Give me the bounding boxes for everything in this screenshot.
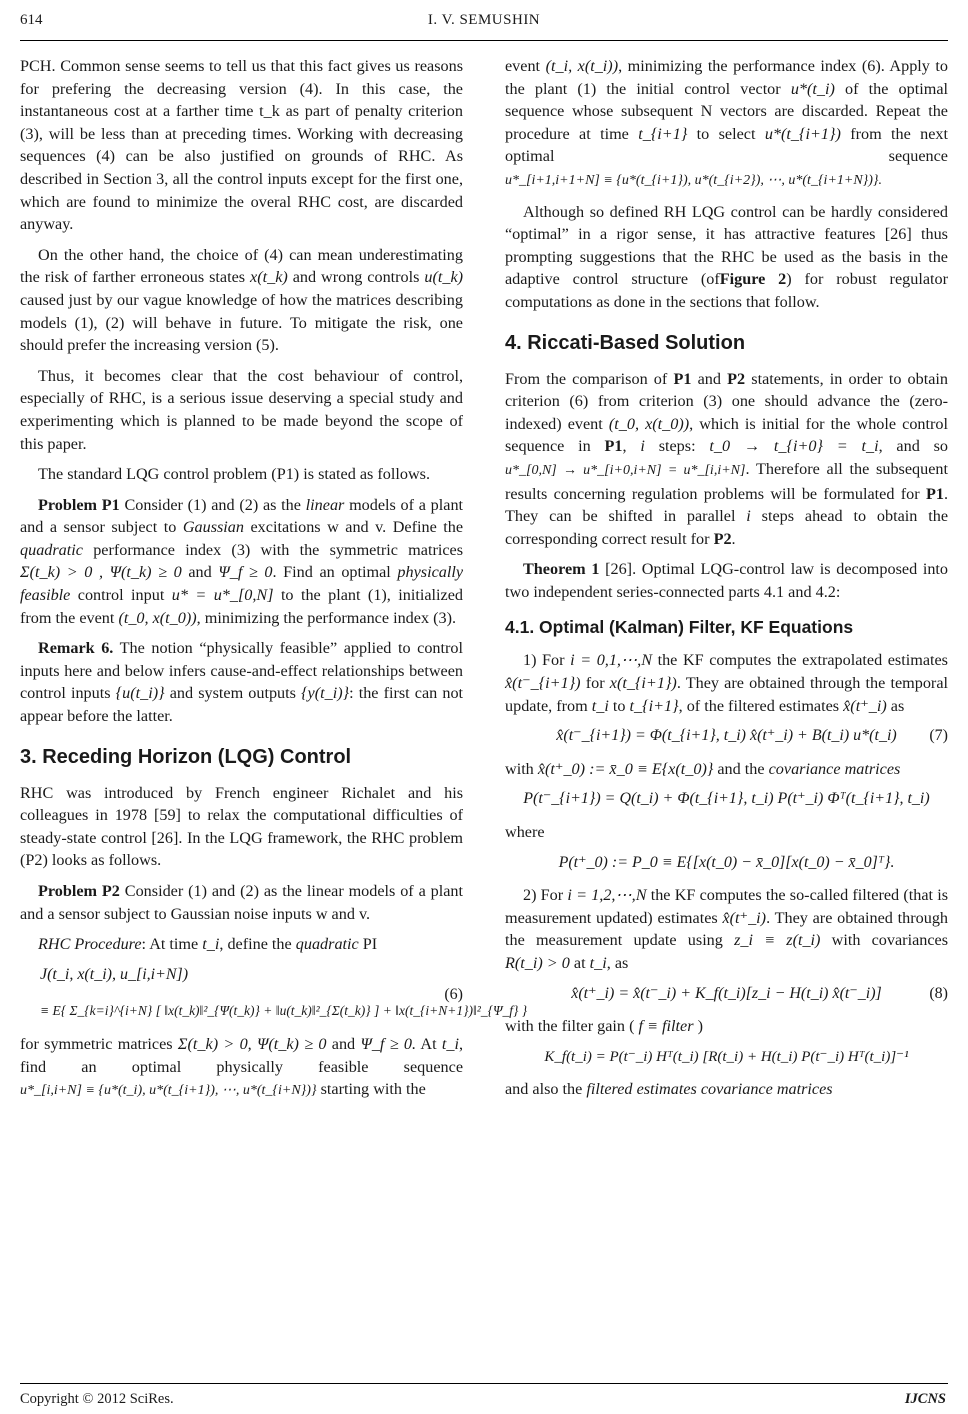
- paragraph: [505, 1078, 948, 1101]
- math-inline: u(t_k): [424, 268, 464, 287]
- math-inline: z_i ≡ z(t_i): [734, 931, 821, 950]
- remark-label: Remark 6.: [38, 639, 114, 658]
- page-number: 614: [20, 12, 43, 28]
- text: . They are obtained through the temporal update, from: [505, 674, 949, 715]
- text: to the plant (1), initialized from the event: [20, 586, 463, 627]
- equation-7: [505, 725, 948, 748]
- math-inline: t_i: [202, 935, 220, 954]
- math-inline: u*(t_{i+1}): [764, 124, 841, 143]
- text: [26]. Optimal LQG-control law is decomposed into two independent series-connected parts 4.1 and 4.2:: [505, 560, 949, 601]
- text: At: [420, 1034, 437, 1053]
- text: . Find an optimal: [272, 563, 391, 582]
- text: Consider (1) and (2) as the linear models of a plant and a sensor subject to Gaussian noise inputs w and v.: [20, 882, 463, 923]
- remark-6: [20, 637, 463, 727]
- section-heading: 4. Riccati-Based Solution: [505, 331, 746, 354]
- equation-line: ≡ E{ Σ_{k=i}^{i+N} [ ‖x(t_k)‖²_{Ψ(t_k)} + ‖u(t_k)‖²_{Σ(t_k)} ] + ‖x(t_{i+N+1})‖²_{Ψ_f} }: [40, 1003, 528, 1019]
- text: and: [697, 369, 721, 388]
- math-inline: x̂(t⁺_0) := x̄_0 ≡ E{x(t_0)}: [537, 759, 714, 778]
- theorem-1: [505, 558, 948, 603]
- running-head: I. V. SEMUSHIN: [427, 12, 541, 28]
- paragraph: Thus, it becomes clear that the cost behaviour of control, especially of RHC, is a serious issue deserving a special study and experimenting which is planned to be made beyond the scope of this paper.: [20, 366, 463, 453]
- text: of the optimal sequence whose subsequent N vectors are discarded. Repeat the procedure at time: [505, 79, 949, 143]
- emph: linear: [305, 495, 345, 514]
- math-inline: t_{i+1}: [629, 696, 679, 715]
- text: starting with the: [320, 1080, 426, 1099]
- text: performance index (3) with the symmetric matrices: [93, 540, 464, 559]
- paragraph: [505, 201, 948, 314]
- equation-p0: [505, 852, 948, 875]
- text: to select: [696, 124, 756, 143]
- bold-ref: P1: [925, 484, 944, 503]
- figure-ref: Figure 2: [719, 270, 787, 289]
- text: ): [697, 1017, 703, 1036]
- paragraph: The standard LQG control problem (P1) is stated as follows.: [38, 465, 431, 484]
- text: the KF computes the extrapolated estimates: [657, 651, 948, 670]
- equation-line: J(t_i, x(t_i), u_[i,i+N]): [40, 965, 189, 983]
- emph: Gaussian: [182, 518, 244, 537]
- paragraph: [20, 1033, 463, 1103]
- math-inline: {u(t_i)}: [115, 684, 165, 703]
- bold-ref: P1: [604, 437, 623, 456]
- text: steps:: [658, 437, 696, 456]
- equation-number: (7): [929, 727, 948, 745]
- text: 1) For: [523, 651, 565, 670]
- paragraph: [505, 368, 948, 551]
- math-inline: t_i: [591, 696, 609, 715]
- text: to: [612, 696, 626, 715]
- text: with: [505, 759, 534, 778]
- equation-line: x̂(t⁻_{i+1}) = Φ(t_{i+1}, t_i) x̂(t⁺_i) + B(t_i) u*(t_i): [556, 727, 897, 745]
- text: . They are obtained through the measurement update using: [505, 908, 949, 950]
- text: models of a plant and a sensor subject to: [20, 495, 464, 537]
- paragraph: [505, 758, 948, 781]
- equation-8: [505, 983, 948, 1006]
- math-inline: i = 0,1,⋯,N: [570, 651, 653, 670]
- math-inline: R(t_i) > 0: [505, 954, 570, 972]
- math-inline: t_i: [441, 1034, 459, 1053]
- math-inline: t_{i+1}: [638, 124, 688, 143]
- math-inline: (t_0, x(t_0)): [608, 414, 690, 433]
- emph: covariance matrices: [768, 759, 901, 778]
- text: Although so defined RH LQG control can be hardly considered “optimal” in a rigor sense, it has attractive features [26] thus prompting suggestions that the RHC be used as the basis in the adaptive control structure (of: [505, 202, 948, 289]
- text: . Therefore all the subsequent results concerning regulation problems will be formulated for: [505, 459, 948, 503]
- text: 2) For: [523, 886, 564, 905]
- bold-ref: P1: [673, 369, 692, 388]
- text: ,: [622, 437, 627, 456]
- text: : At time: [141, 935, 199, 954]
- text: from the next optimal sequence: [505, 124, 949, 166]
- math-inline: (t_i, x(t_i)): [545, 57, 619, 75]
- text: and: [188, 563, 212, 582]
- math-inline: x̂(t⁺_i): [843, 696, 887, 715]
- paragraph: [505, 649, 948, 717]
- emph: physically feasible: [20, 563, 464, 605]
- math-inline: u*_[i,i+N] ≡ {u*(t_i), u*(t_{i+1}), ⋯, u*(t_{i+N})}: [20, 1083, 317, 1099]
- math-inline: Σ(t_k) > 0, Ψ(t_k) ≥ 0: [177, 1034, 327, 1053]
- subsection-heading: 4.1. Optimal (Kalman) Filter, KF Equations: [505, 617, 854, 638]
- paragraph: RHC was introduced by French engineer Richalet and his colleagues in 1978 [59] to relax the computational difficulties of steady-state control [26]. In the LQG framework, the RHC problem (P2) looks as follows.: [20, 783, 463, 870]
- journal-name: IJCNS: [904, 1391, 946, 1407]
- math-inline: f ≡ filter: [638, 1017, 694, 1036]
- equation-line: x̂(t⁺_i) = x̂(t⁻_i) + K_f(t_i)[z_i − H(t_i) x̂(t⁻_i)]: [571, 984, 882, 1002]
- text: steps ahead to obtain the corresponding correct result for: [505, 507, 949, 548]
- equation-line: K_f(t_i) = P(t⁻_i) Hᵀ(t_i) [R(t_i) + H(t_i) P(t⁻_i) Hᵀ(t_i)]⁻¹: [544, 1048, 909, 1065]
- text: for symmetric matrices: [20, 1034, 173, 1053]
- text: On the other hand, the choice of (4) can mean underestimating the risk of farther erroneous states: [20, 245, 463, 287]
- text: the KF computes the so-called filtered (that is measurement updated) estimates: [505, 886, 949, 927]
- paragraph: PCH. Common sense seems to tell us that this fact gives us reasons for prefering the decreasing version (4). In this case, the instantaneous cost at a farther time t_k as part of penalty criterion (3), will be less than at preceding times. Working with decreasing sequences (4) can be also justified on grounds of RHC. As described in Section 3, all the control inputs except for the first one, which are found to minimize the overal RHC cost, are discarded anyway.: [20, 57, 463, 234]
- text: .: [731, 529, 736, 548]
- text: , minimizing the performance index (6). Apply to the plant (1) the initial control vector: [505, 57, 949, 98]
- problem-label: Problem P1: [38, 495, 120, 514]
- text: , find an optimal physically feasible sequence: [20, 1034, 464, 1076]
- text: and system outputs: [169, 684, 296, 703]
- text: and: [331, 1034, 356, 1053]
- footer-rule: [20, 1383, 948, 1384]
- text: , define the: [219, 935, 292, 954]
- equation-6: [20, 964, 528, 1023]
- text: , as: [606, 954, 629, 972]
- text: and wrong controls: [292, 268, 420, 287]
- text: caused just by our vague knowledge of how the matrices describing models (1), (2) will behave in future. To mitigate the risk, one should prefer the increasing version (5).: [20, 290, 463, 355]
- bold-ref: P2: [713, 529, 732, 548]
- text: PI: [362, 935, 378, 954]
- text: excitations w and v. Define the: [250, 518, 464, 537]
- paragraph: [505, 884, 948, 974]
- problem-label: Problem P2: [38, 882, 120, 900]
- math-inline: x(t_k): [250, 268, 288, 287]
- text: event: [505, 57, 541, 75]
- paragraph: [20, 244, 463, 357]
- text: statements, in order to obtain criterion (6) from criterion (3) one should advance the (zero-indexed) event: [505, 369, 949, 433]
- math-inline: Σ(t_k) > 0 , Ψ(t_k) ≥ 0: [20, 563, 182, 582]
- emph: RHC Procedure: [38, 935, 142, 954]
- math-inline: (t_0, x(t_0)): [118, 608, 197, 627]
- text: for: [585, 674, 605, 693]
- header-rule: [20, 40, 948, 41]
- emph: quadratic: [295, 935, 359, 954]
- section-heading: 3. Receding Horizon (LQG) Control: [20, 745, 352, 768]
- text: From the comparison of: [505, 369, 668, 388]
- paragraph: [505, 55, 948, 193]
- equation-p: [505, 788, 948, 811]
- rhc-procedure: [20, 933, 463, 956]
- text: . They can be shifted in parallel: [505, 484, 949, 526]
- math-inline: x(t_{i+1}): [609, 674, 677, 693]
- text: as: [890, 696, 905, 715]
- emph: filtered estimates covariance matrices: [586, 1080, 833, 1099]
- math-inline: u*_[0,N] → u*_[i+0,i+N] = u*_[i,i+N]: [505, 462, 746, 478]
- text: , and so: [878, 437, 949, 456]
- equation-number: (6): [444, 985, 463, 1003]
- text: : the first can not appear before the latter.: [20, 684, 464, 726]
- equation-line: P(t⁻_{i+1}) = Q(t_i) + Φ(t_{i+1}, t_i) P(t⁺_i) Φᵀ(t_{i+1}, t_i): [523, 790, 930, 808]
- emph: quadratic: [20, 540, 83, 559]
- text: The notion “physically feasible” applied to control inputs here and below infers cause-and-effect relationships between control inputs: [20, 639, 463, 703]
- problem-p2: [20, 880, 463, 925]
- text: , of the filtered estimates: [678, 696, 840, 715]
- text: ) for robust regulator computations as done in the sections that follow.: [505, 270, 948, 311]
- text: and also the: [505, 1080, 583, 1099]
- paragraph: where: [505, 823, 545, 842]
- copyright: Copyright © 2012 SciRes.: [20, 1391, 174, 1407]
- equation-number: (8): [929, 984, 948, 1002]
- text: with covariances: [831, 931, 949, 950]
- emph: i: [746, 507, 751, 526]
- math-inline: t_0 → t_{i+0} = t_i: [709, 437, 879, 456]
- math-inline: t_i: [589, 954, 607, 972]
- math-inline: Ψ_f ≥ 0: [218, 563, 273, 582]
- equation-line: P(t⁺_0) := P_0 ≡ E{[x(t_0) − x̄_0][x(t_0) − x̄_0]ᵀ}.: [558, 853, 895, 871]
- math-inline: x̂(t⁺_i): [722, 908, 767, 927]
- emph: i: [640, 437, 645, 456]
- text: control input: [77, 586, 165, 605]
- math-inline: x̂(t⁻_{i+1}): [505, 674, 581, 693]
- text: Consider (1) and (2) as the: [124, 495, 301, 514]
- math-inline: u*(t_i): [790, 79, 835, 98]
- math-inline: {y(t_i)}: [301, 684, 350, 703]
- paragraph: [505, 1015, 948, 1038]
- text: and the: [717, 759, 765, 778]
- math-inline: Ψ_f ≥ 0.: [360, 1034, 417, 1053]
- math-inline: u* = u*_[0,N]: [171, 586, 274, 605]
- text: , minimizing the performance index (3).: [196, 608, 457, 627]
- page-header: [0, 12, 968, 36]
- math-inline: i = 1,2,⋯,N: [567, 886, 647, 905]
- math-inline: u*_[i+1,i+1+N] ≡ {u*(t_{i+1}), u*(t_{i+2}), ⋯, u*(t_{i+1+N})}.: [505, 172, 883, 188]
- text: , which is initial for the whole control sequence in: [505, 414, 949, 456]
- equation-k: [505, 1046, 948, 1069]
- right-column: [505, 55, 948, 1109]
- bold-ref: P2: [727, 369, 746, 388]
- theorem-label: Theorem 1: [523, 560, 600, 579]
- text: with the filter gain (: [505, 1017, 635, 1036]
- problem-p1: [20, 494, 463, 630]
- text: at: [573, 954, 586, 972]
